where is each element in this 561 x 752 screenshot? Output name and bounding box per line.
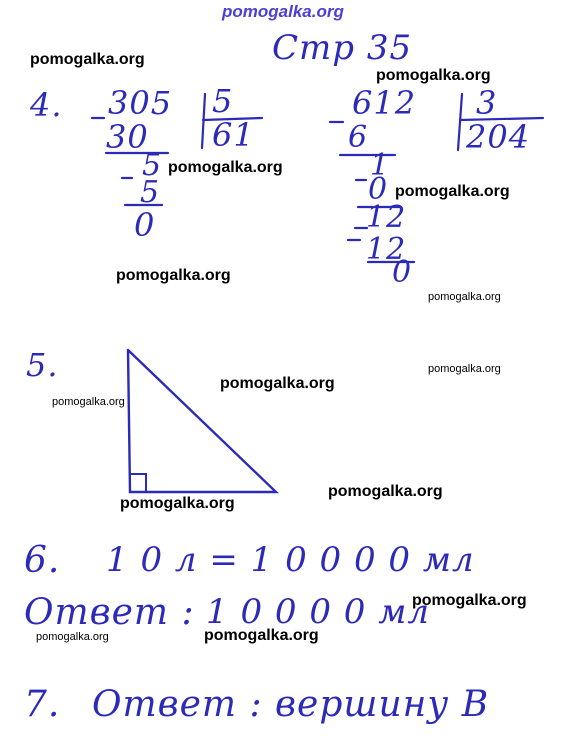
div2-step2: 1 (370, 148, 391, 183)
task6-number: 6. (24, 540, 61, 581)
task4-number: 4. (30, 86, 63, 124)
div1-quotient: 61 (212, 116, 255, 154)
watermark-3: pomogalka.org (168, 159, 283, 176)
div2-divisor: 3 (476, 84, 498, 122)
watermark-5: pomogalka.org (116, 267, 231, 284)
div1-step3: 5 (140, 175, 161, 210)
div2-bracket-vertical (458, 94, 462, 150)
div2-step1: 6 (348, 120, 369, 155)
div2-step5: 12 (366, 232, 407, 267)
watermark-2: pomogalka.org (376, 67, 491, 84)
site-watermark-top[interactable]: pomogalka.org (222, 2, 344, 21)
watermark-8: pomogalka.org (220, 375, 335, 392)
task6-answer-value: 1 0 0 0 0 мл (206, 592, 431, 632)
task5-number: 5. (26, 346, 59, 384)
watermark-12: pomogalka.org (412, 592, 527, 609)
watermark-1: pomogalka.org (30, 51, 145, 68)
watermark-11: pomogalka.org (120, 495, 235, 512)
div2-quotient: 204 (466, 118, 531, 156)
div1-divisor: 5 (212, 82, 234, 120)
div2-step4: 12 (366, 200, 407, 235)
watermark-6: pomogalka.org (428, 291, 501, 303)
task7-number: 7. (24, 684, 61, 725)
task6-answer-label: Ответ : (24, 592, 195, 633)
right-angle-mark (130, 474, 146, 492)
div1-dividend: 305 (108, 84, 173, 122)
task7-answer: Ответ : вершину В (92, 684, 490, 725)
watermark-4: pomogalka.org (395, 183, 510, 200)
watermark-9: pomogalka.org (52, 396, 125, 408)
div2-dividend: 612 (352, 84, 417, 122)
watermark-13: pomogalka.org (36, 631, 109, 643)
right-triangle (128, 350, 276, 492)
div1-step1: 30 (106, 118, 149, 156)
watermark-14: pomogalka.org (204, 627, 319, 644)
watermark-7: pomogalka.org (428, 363, 501, 375)
div2-step3: 0 (368, 172, 389, 207)
page-number-header: Стр 35 (272, 28, 413, 68)
div1-remainder: 0 (134, 206, 156, 244)
watermark-10: pomogalka.org (328, 483, 443, 500)
div2-remainder: 0 (392, 255, 413, 290)
div1-step2: 5 (142, 148, 163, 183)
task6-equation: 1 0 л = 1 0 0 0 0 мл (106, 540, 475, 580)
